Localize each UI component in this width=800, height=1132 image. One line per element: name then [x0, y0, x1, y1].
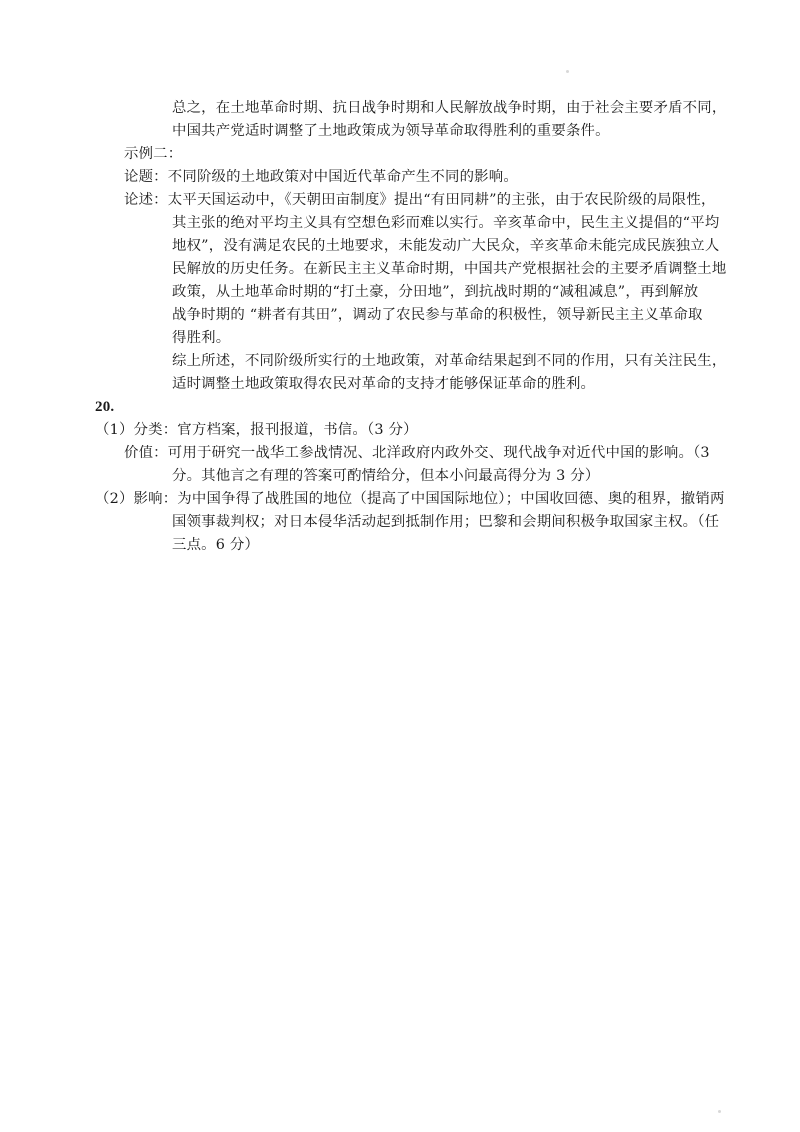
- text-line: 适时调整土地政策取得农民对革命的支持才能够保证革命的胜利。: [172, 376, 596, 392]
- text-line: （2）影响：为中国争得了战胜国的地位（提高了中国国际地位）；中国收回德、奥的租界，撤销两: [95, 491, 725, 507]
- text-line: 国领事裁判权；对日本侵华活动起到抵制作用；巴黎和会期间积极争取国家主权。（任: [172, 514, 720, 530]
- text-line: 三点。6 分）: [172, 537, 260, 553]
- text-line: 民解放的历史任务。在新民主主义革命时期，中国共产党根据社会的主要矛盾调整土地: [172, 261, 727, 277]
- text-line: 政策，从土地革命时期的“打土豪，分田地”，到抗战时期的“减租减息”，再到解放: [172, 284, 699, 300]
- text-line: 得胜利。: [172, 330, 231, 346]
- question-number: 20.: [95, 399, 115, 415]
- text-line: 分。其他言之有理的答案可酌情给分，但本小问最高得分为 3 分）: [172, 468, 600, 484]
- text-line: （1）分类：官方档案，报刊报道，书信。（3 分）: [95, 422, 418, 438]
- text-line: 价值：可用于研究一战华工参战情况、北洋政府内政外交、现代战争对近代中国的影响。（3: [124, 445, 710, 461]
- text-line: 地权”，没有满足农民的土地要求，未能发动广大民众，辛亥革命未能完成民族独立人: [172, 238, 720, 254]
- scan-speck: [566, 70, 569, 73]
- text-line: 其主张的绝对平均主义具有空想色彩而难以实行。辛亥革命中，民生主义提倡的“平均: [172, 215, 720, 231]
- text-line: 总之，在土地革命时期、抗日战争时期和人民解放战争时期，由于社会主要矛盾不同，: [172, 100, 727, 116]
- text-line: 论题：不同阶级的土地政策对中国近代革命产生不同的影响。: [124, 169, 518, 185]
- text-line: 中国共产党适时调整了土地政策成为领导革命取得胜利的重要条件。: [172, 123, 610, 139]
- text-line: 综上所述，不同阶级所实行的土地政策，对革命结果起到不同的作用，只有关注民生，: [172, 353, 727, 369]
- text-line: 论述：太平天国运动中，《天朝田亩制度》提出“有田同耕”的主张，由于农民阶级的局限性，: [124, 192, 716, 208]
- scan-speck: [718, 1110, 721, 1113]
- text-line: 战争时期的 “耕者有其田”，调动了农民参与革命的积极性，领导新民主主义革命取: [172, 307, 703, 323]
- section-heading: 示例二：: [124, 146, 183, 162]
